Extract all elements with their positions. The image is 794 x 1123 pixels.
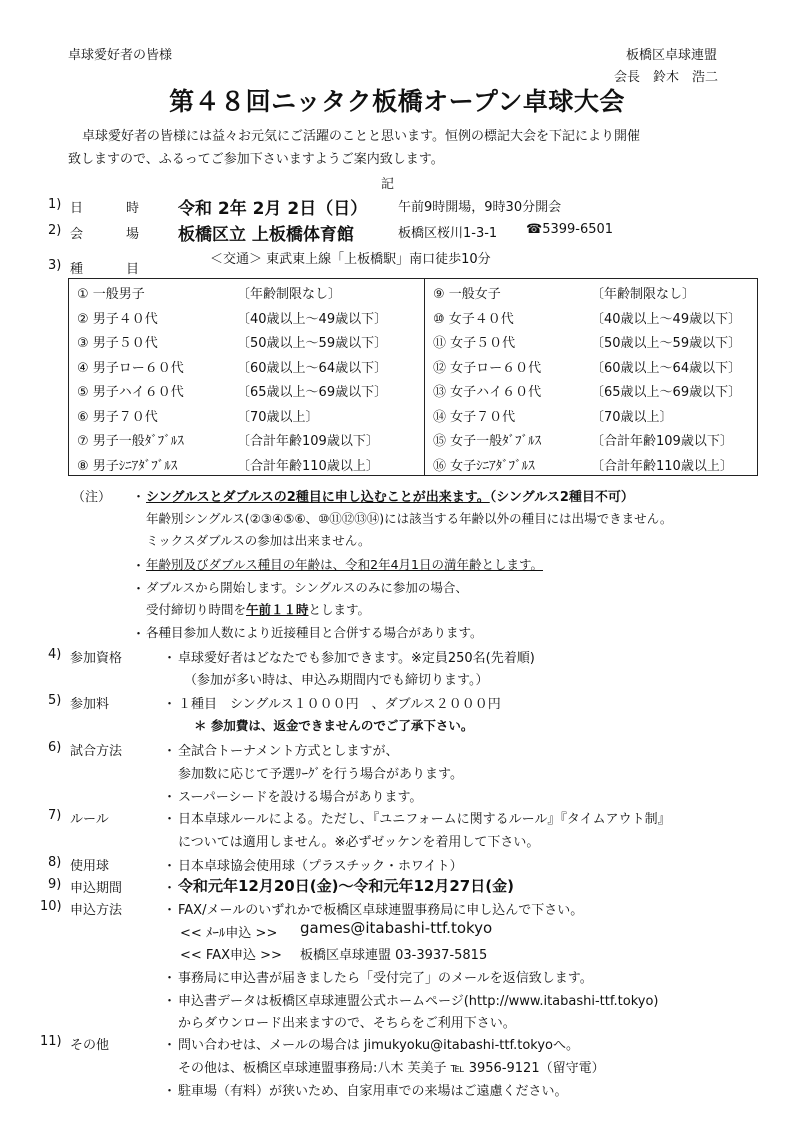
bullet: ・	[163, 994, 177, 1009]
intro-line-1: 卓球愛好者の皆様には益々お元気にご活躍のことと思います。恒例の標記大会を下記により開催	[82, 129, 640, 144]
note-3-line-2-post: とします。	[308, 602, 371, 617]
event-name: ⑫ 女子ロー６０代	[433, 360, 542, 376]
event-name: ⑯ 女子ｼﾆｱﾀﾞﾌﾞﾙｽ	[433, 458, 535, 474]
rules-line-1: 日本卓球ルールによる。ただし、『ユニフォームに関するルール』『タイムアウト制』	[178, 812, 671, 827]
period-label: 申込期間	[70, 881, 123, 896]
bullet: ・	[163, 1084, 177, 1099]
other-line-1: 問い合わせは、メールの場合は jimukyoku@itabashi-ttf.tokyoへ。	[178, 1038, 580, 1053]
ball-label: 使用球	[70, 859, 110, 874]
apply-line-6: からダウンロード出来ますので、そちらをご利用下さい。	[178, 1016, 516, 1031]
ball-line-1: 日本卓球協会使用球（プラスチック・ホワイト）	[178, 859, 463, 874]
events-label-2: 目	[126, 262, 140, 277]
mail-label: << ﾒｰﾙ申込 >>	[180, 926, 278, 941]
addressee: 卓球愛好者の皆様	[68, 48, 173, 63]
events-table	[68, 278, 758, 476]
event-condition: 〔50歳以上～59歳以下〕	[237, 336, 388, 351]
format-label: 試合方法	[70, 744, 123, 759]
venue-label-2: 場	[126, 227, 140, 242]
venue-phone: ☎5399-6501	[526, 222, 614, 237]
president: 会長 鈴木 浩二	[614, 70, 719, 85]
page-title: 第４８回ニッタク板橋オープン卓球大会	[169, 87, 625, 116]
note-1-tail: （シングルス2種目不可）	[489, 490, 634, 505]
bullet: ・	[132, 627, 146, 642]
event-name: ④ 男子ロー６０代	[77, 360, 184, 376]
rules-line-2: については適用しません。※必ずゼッケンを着用して下さい。	[178, 835, 540, 850]
bullet: ・	[163, 859, 177, 874]
event-date: 令和 2年 2月 2日（日）	[178, 199, 368, 219]
note-4: 各種目参加人数により近接種目と合併する場合があります。	[146, 625, 483, 640]
qualification-line-1: 卓球愛好者はどなたでも参加できます。※定員250名(先着順)	[178, 651, 535, 666]
event-name: ② 男子４０代	[77, 311, 158, 327]
venue-label-1: 会	[70, 227, 84, 242]
bullet: ・	[163, 812, 177, 827]
item-number: 5)	[48, 693, 62, 708]
date-label-2: 時	[126, 201, 140, 216]
other-label: その他	[70, 1038, 110, 1053]
event-name: ③ 男子５０代	[77, 336, 158, 351]
bullet: ・	[132, 559, 146, 574]
apply-label: 申込方法	[70, 903, 123, 918]
other-line-2: その他は、板橋区卓球連盟事務局:八木 芙美子 ℡ 3956-9121（留守電）	[178, 1061, 605, 1076]
bullet: ・	[132, 582, 146, 597]
fee-line-2: ＊ 参加費は、返金できませんのでご了承下さい。	[194, 718, 474, 733]
organization: 板橋区卓球連盟	[626, 48, 718, 63]
bullet: ・	[163, 790, 177, 805]
event-name: ⑪ 女子５０代	[433, 336, 516, 351]
item-number: 11)	[40, 1034, 62, 1049]
event-condition: 〔60歳以上～64歳以下〕	[237, 360, 388, 376]
event-condition: 〔40歳以上～49歳以下〕	[591, 311, 742, 327]
venue-access: ＜交通＞ 東武東上線「上板橋駅」南口徒歩10分	[210, 252, 491, 267]
event-condition: 〔65歳以上～69歳以下〕	[237, 385, 388, 400]
other-line-3: 駐車場（有料）が狭いため、自家用車での来場はご遠慮ください。	[178, 1084, 568, 1099]
event-condition: 〔50歳以上～59歳以下〕	[591, 336, 742, 351]
item-number: 8)	[48, 855, 62, 870]
event-condition: 〔65歳以上～69歳以下〕	[591, 385, 742, 400]
bullet: ・	[163, 971, 177, 986]
fax-number: 板橋区卓球連盟 03-3937-5815	[300, 948, 488, 963]
event-name: ⑥ 男子７０代	[77, 409, 158, 425]
item-number: 2)	[48, 223, 62, 238]
apply-line-5: 申込書データは板橋区卓球連盟公式ホームページ(http://www.itabashi-ttf.tokyo)	[178, 994, 659, 1009]
bullet: ・	[163, 1038, 177, 1053]
period-line-1: 令和元年12月20日(金)～令和元年12月27日(金)	[178, 877, 514, 895]
item-number: 6)	[48, 740, 62, 755]
event-condition: 〔合計年齢109歳以下〕	[591, 434, 733, 449]
event-name: ⑭ 女子７０代	[433, 409, 516, 425]
apply-line-4: 事務局に申込書が届きましたら「受付完了」のメールを返信致します。	[178, 971, 593, 986]
bullet: ・	[163, 651, 177, 666]
event-name: ⑩ 女子４０代	[433, 311, 514, 327]
apply-line-1: FAX/メールのいずれかで板橋区卓球連盟事務局に申し込んで下さい。	[178, 903, 584, 918]
format-line-3: スーパーシードを設ける場合があります。	[178, 790, 423, 805]
item-number: 7)	[48, 808, 62, 823]
event-condition: 〔合計年齢110歳以上〕	[237, 458, 379, 474]
fee-label: 参加料	[70, 697, 110, 712]
date-label-1: 日	[70, 201, 84, 216]
item-number: 9)	[48, 877, 62, 892]
note-3-line-2-bold: 午前１１時	[246, 602, 309, 617]
notes-label: （注）	[72, 490, 112, 505]
format-line-1: 全試合トーナメント方式としますが、	[178, 744, 399, 759]
events-divider	[424, 279, 425, 475]
bullet: ・	[163, 697, 177, 712]
event-condition: 〔年齢制限なし〕	[591, 287, 696, 302]
fax-label: << FAX申込 >>	[180, 948, 282, 963]
bullet: ・	[163, 881, 177, 896]
rules-label: ルール	[70, 812, 109, 827]
event-name: ⑨ 一般女子	[433, 287, 501, 302]
item-number: 4)	[48, 647, 62, 662]
bullet: ・	[132, 490, 146, 505]
bullet: ・	[163, 744, 177, 759]
events-label-1: 種	[70, 262, 84, 277]
event-condition: 〔年齢制限なし〕	[237, 287, 342, 302]
item-number: 1)	[48, 197, 62, 212]
ki-mark: 記	[381, 177, 395, 192]
intro-line-2: 致しますので、ふるってご参加下さいますようご案内致します。	[68, 152, 444, 167]
mail-address[interactable]: games@itabashi-ttf.tokyo	[300, 919, 493, 937]
event-condition: 〔合計年齢109歳以下〕	[237, 434, 379, 449]
note-2: 年齢別及びダブルス種目の年齢は、令和2年4月1日の満年齢とします。	[146, 557, 543, 572]
event-condition: 〔60歳以上～64歳以下〕	[591, 360, 742, 376]
note-3: ダブルスから開始します。シングルスのみに参加の場合、	[146, 580, 468, 595]
event-condition: 〔40歳以上～49歳以下〕	[237, 311, 388, 327]
event-condition: 〔70歳以上〕	[591, 409, 673, 425]
qualification-line-2: （参加が多い時は、申込み期間内でも締切ります。）	[184, 673, 489, 688]
event-name: ⑧ 男子ｼﾆｱﾀﾞﾌﾞﾙｽ	[77, 458, 178, 474]
venue-address: 板橋区桜川1-3-1	[398, 226, 498, 241]
item-number: 10)	[40, 899, 62, 914]
note-1-bold: シングルスとダブルスの2種目に申し込むことが出来ます。	[146, 490, 490, 505]
venue-name: 板橋区立 上板橋体育館	[178, 225, 354, 245]
note-1-line-2: 年齢別シングルス(②③④⑤⑥、⑩⑪⑫⑬⑭)には該当する年齢以外の種目には出場できません。	[146, 511, 673, 526]
event-name: ⑦ 男子一般ﾀﾞﾌﾞﾙｽ	[77, 434, 184, 449]
event-time: 午前9時開場，9時30分開会	[398, 200, 562, 215]
note-3-line-2-pre: 受付締切り時間を	[146, 602, 247, 617]
event-name: ⑤ 男子ハイ６０代	[77, 385, 184, 400]
event-name: ① 一般男子	[77, 287, 145, 302]
qualification-label: 参加資格	[70, 651, 123, 666]
item-number: 3)	[48, 258, 62, 273]
event-condition: 〔合計年齢110歳以上〕	[591, 458, 733, 474]
event-condition: 〔70歳以上〕	[237, 409, 319, 425]
format-line-2: 参加数に応じて予選ﾘｰｸﾞを行う場合があります。	[178, 767, 463, 782]
bullet: ・	[163, 903, 177, 918]
event-name: ⑮ 女子一般ﾀﾞﾌﾞﾙｽ	[433, 434, 542, 449]
event-name: ⑬ 女子ハイ６０代	[433, 385, 542, 400]
fee-line-1: １種目 シングルス１０００円 、ダブルス２０００円	[178, 697, 501, 712]
note-1-line-3: ミックスダブルスの参加は出来ません。	[146, 533, 371, 548]
